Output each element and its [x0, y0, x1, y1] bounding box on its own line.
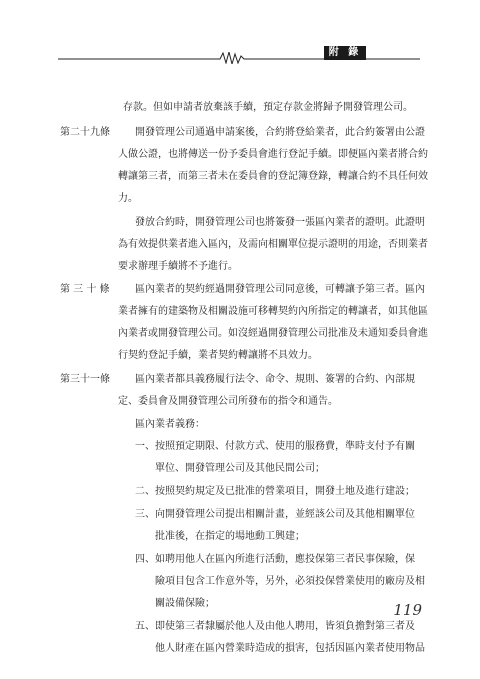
text-line: 發放合約時，開發管理公司也將簽發一張區內業者的證明。此證明 — [135, 217, 425, 228]
text-line: 區內業者義務： — [135, 419, 205, 430]
text-line: 定、委員會及開發管理公司所發布的指令和通告。 — [118, 396, 338, 407]
list-item-continued: 他人財產在區內營業時造成的損害，包括因區內業者使用物品 — [155, 643, 425, 654]
list-item: 五、即使第三者隸屬於他人及由他人聘用，皆須負擔對第三者及 — [135, 621, 415, 632]
list-item-continued: 關設備保險； — [155, 598, 215, 609]
text-line: 內業者或開發管理公司。如沒經過開發管理公司批准及未通知委員會進 — [118, 328, 428, 339]
list-item-continued: 單位、開發管理公司及其他民間公司； — [155, 463, 325, 474]
list-item: 四、如聘用他人在區內所進行活動，應投保第三者民事保險，保 — [135, 554, 415, 565]
list-item-continued: 險項目包含工作意外等，另外，必須投保營業使用的廠房及相 — [155, 576, 425, 587]
text-line: 為有效提供業者進入區內，及需向相關單位提示證明的用途，否則業者 — [118, 239, 428, 250]
text-line: 區內業者都具義務履行法令、命令、規則、簽署的合約、內部規 — [135, 374, 415, 385]
article-number: 第二十九條 — [60, 127, 110, 138]
text-line: 業者擁有的建築物及相關設施可移轉契約內所指定的轉讓者，如其他區 — [118, 306, 428, 317]
text-line: 存款。但如申請者放棄該手續，預定存款金將歸予開發管理公司。 — [123, 102, 413, 113]
article-number: 第 三 十 條 — [60, 284, 110, 295]
list-item: 一、按照預定期限、付款方式、使用的服務費，準時支付予有關 — [135, 441, 415, 452]
text-line: 要求辦理手續將不予進行。 — [118, 261, 238, 272]
text-line: 行契約登記手續，業者契約轉讓將不具效力。 — [118, 350, 318, 361]
section-label: 附 錄 — [324, 46, 366, 60]
text-line: 人做公證，也將傳送一份予委員會進行登記手續。即便區內業者將合約 — [118, 149, 428, 160]
text-line: 開發管理公司通過申請案後，合約將登給業者，此合約簽署由公證 — [135, 127, 425, 138]
text-line: 力。 — [118, 193, 138, 204]
text-line: 區內業者的契約經過開發管理公司同意後，可轉讓予第三者。區內 — [135, 284, 425, 295]
list-item: 三、向開發管理公司提出相關計畫，並經該公司及其他相關單位 — [135, 509, 415, 520]
text-line: 轉讓第三者，而第三者未在委員會的登記簿登錄，轉讓合約不具任何效 — [118, 171, 428, 182]
list-item: 二、按照契約規定及已批准的營業項目，開發土地及進行建設； — [135, 486, 415, 497]
list-item-continued: 批准後，在指定的場地動工興建； — [155, 531, 305, 542]
article-number: 第三十一條 — [60, 374, 110, 385]
page-number: 119 — [393, 601, 422, 619]
